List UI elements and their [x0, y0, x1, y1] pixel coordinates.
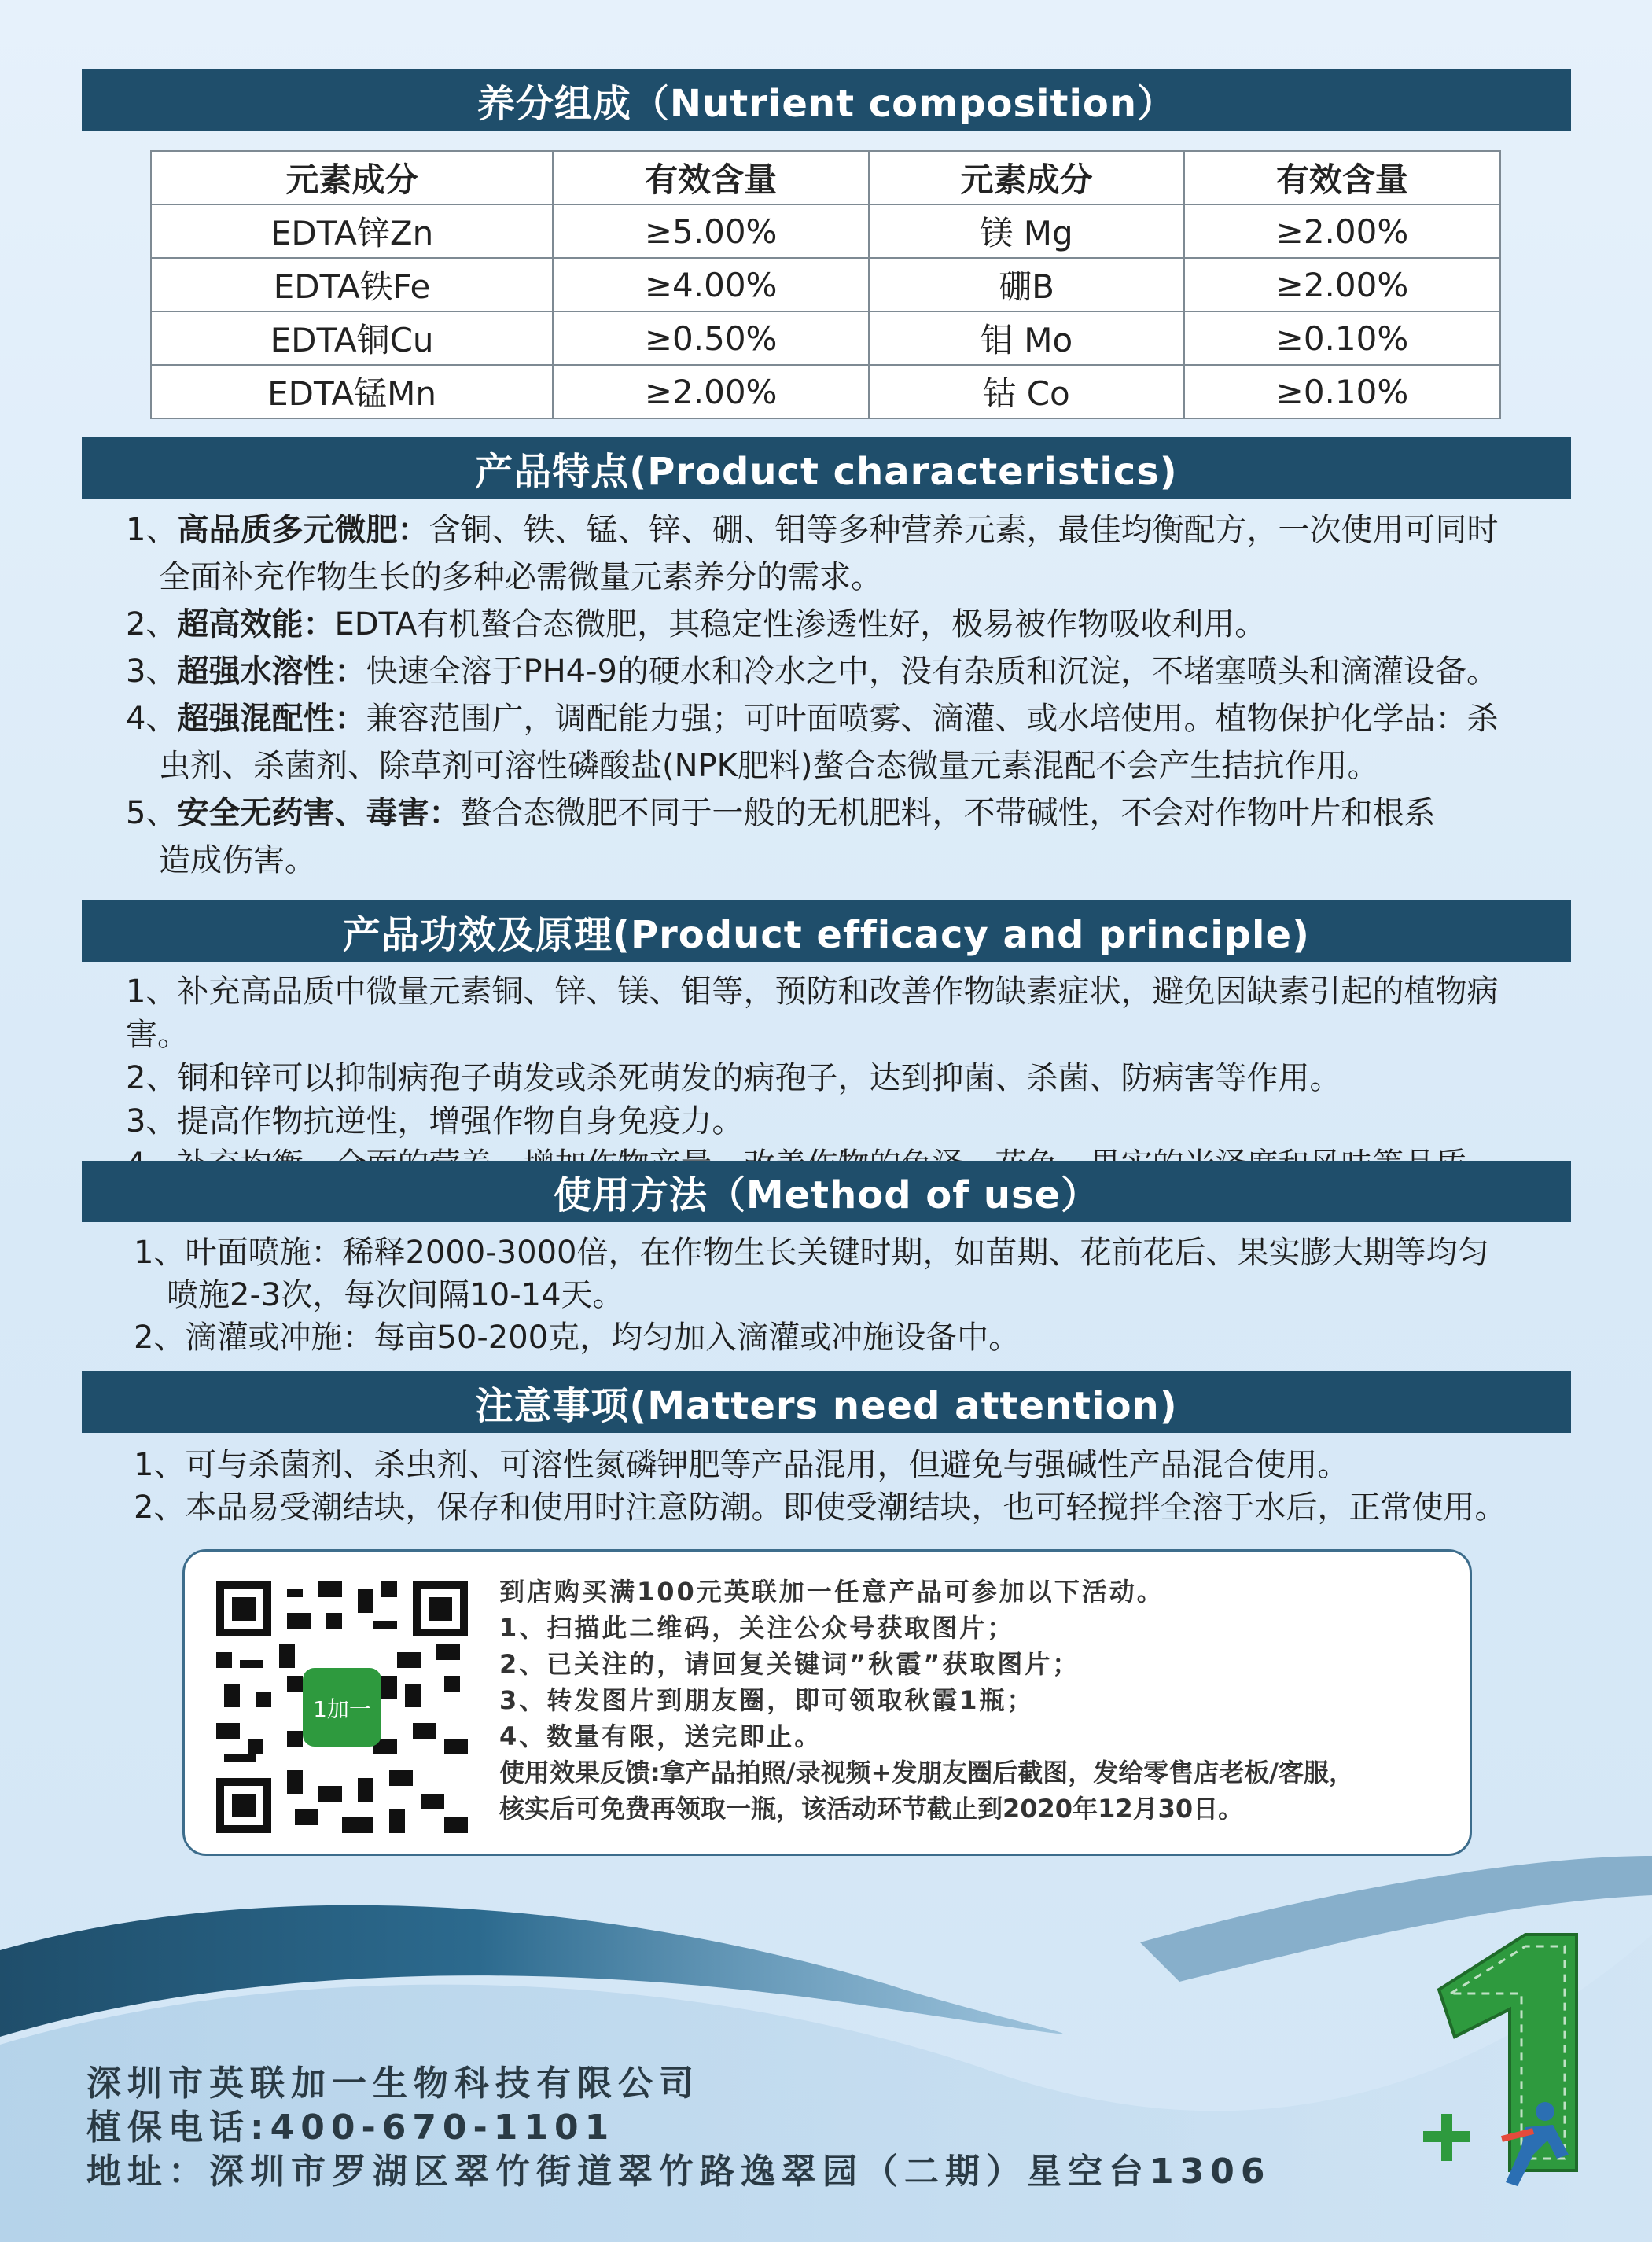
item-heading: 超强水溶性：	[177, 653, 366, 690]
table-cell: 硼B	[869, 258, 1184, 311]
section-title-nutrient: 养分组成（Nutrient composition）	[82, 69, 1571, 131]
item-heading: 安全无药害、毒害：	[177, 795, 461, 831]
item-text: EDTA有机螯合态微肥，其稳定性渗透性好，极易被作物吸收利用。	[334, 606, 1267, 642]
table-row	[151, 365, 1500, 418]
table-header-row	[151, 151, 1500, 204]
list-item	[126, 695, 1557, 742]
promo-text	[499, 1574, 1451, 1827]
promo-line: 2、已关注的，请回复关键词”秋霞”获取图片；	[499, 1649, 1080, 1679]
list-item	[126, 601, 1557, 648]
table-cell: ≥0.50%	[553, 311, 869, 365]
characteristics-list	[126, 506, 1557, 884]
item-text: 含铜、铁、锰、锌、硼、钼等多种营养元素，最佳均衡配方，一次使用可同时	[429, 512, 1499, 548]
table-header: 有效含量	[1184, 151, 1500, 204]
company-name: 深圳市英联加一生物科技有限公司	[86, 2063, 700, 2104]
list-item-continuation: 全面补充作物生长的多种必需微量元素养分的需求。	[159, 559, 882, 595]
list-item-continuation: 虫剂、杀菌剂、除草剂可溶性磷酸盐(NPK肥料)螯合态微量元素混配不会产生拮抗作用。	[159, 748, 1379, 784]
footer-contact	[86, 2062, 1271, 2194]
efficacy-list	[126, 970, 1557, 1187]
table-cell: EDTA锌Zn	[151, 204, 553, 258]
table-cell: 钴 Co	[869, 365, 1184, 418]
table-cell: ≥2.00%	[553, 365, 869, 418]
section-title-characteristics: 产品特点(Product characteristics)	[82, 437, 1571, 499]
table-header: 元素成分	[151, 151, 553, 204]
qr-center-logo: 1加一	[313, 1696, 371, 1722]
table-header: 有效含量	[553, 151, 869, 204]
promo-line: 1、扫描此二维码，关注公众号获取图片；	[499, 1613, 1015, 1643]
table-cell: EDTA锰Mn	[151, 365, 553, 418]
item-number: 3、	[126, 653, 178, 690]
section-title-efficacy: 产品功效及原理(Product efficacy and principle)	[82, 900, 1571, 962]
table-row	[151, 204, 1500, 258]
table-cell: ≥4.00%	[553, 258, 869, 311]
item-number: 5、	[126, 795, 178, 831]
item-number: 1、	[126, 512, 178, 548]
list-item: 1、可与杀菌剂、杀虫剂、可溶性氮磷钾肥等产品混用，但避免与强碱性产品混合使用。	[134, 1447, 1349, 1483]
item-text: 快速全溶于PH4-9的硬水和冷水之中，没有杂质和沉淀，不堵塞喷头和滴灌设备。	[366, 653, 1498, 690]
table-cell: ≥0.10%	[1184, 311, 1500, 365]
table-cell: 钼 Mo	[869, 311, 1184, 365]
item-heading: 超高效能：	[177, 606, 335, 642]
list-item: 2、滴灌或冲施：每亩50-200克，均匀加入滴灌或冲施设备中。	[134, 1320, 1021, 1356]
list-item	[126, 506, 1557, 554]
table-row	[151, 258, 1500, 311]
table-cell: ≥2.00%	[1184, 258, 1500, 311]
brand-one-logo	[1407, 1919, 1596, 2194]
table-header: 元素成分	[869, 151, 1184, 204]
table-cell: ≥5.00%	[553, 204, 869, 258]
table-cell: EDTA铁Fe	[151, 258, 553, 311]
promo-line: 3、转发图片到朋友圈，即可领取秋霞1瓶；	[499, 1685, 1035, 1715]
promo-line: 核实后可免费再领取一瓶，该活动环节截止到2020年12月30日。	[499, 1794, 1244, 1824]
item-heading: 高品质多元微肥：	[177, 512, 429, 548]
promo-line: 使用效果反馈:拿产品拍照/录视频+发朋友圈后截图，发给零售店老板/客服，	[499, 1758, 1354, 1787]
promo-line: 4、数量有限，送完即止。	[499, 1721, 822, 1751]
address: 地址：深圳市罗湖区翠竹街道翠竹路逸翠园（二期）星空台1306	[86, 2152, 1271, 2192]
attention-list	[134, 1444, 1565, 1529]
list-item-continuation: 喷施2-3次，每次间隔10-14天。	[167, 1277, 624, 1313]
item-number: 4、	[126, 701, 178, 737]
list-item: 1、补充高品质中微量元素铜、锌、镁、钼等，预防和改善作物缺素症状，避免因缺素引起的植物病害。	[126, 974, 1499, 1053]
item-heading: 超强混配性：	[177, 701, 366, 737]
table-cell: ≥2.00%	[1184, 204, 1500, 258]
nutrient-table	[150, 150, 1501, 419]
table-cell: 镁 Mg	[869, 204, 1184, 258]
list-item: 1、叶面喷施：稀释2000-3000倍，在作物生长关键时期，如苗期、花前花后、果实膨大期等均匀	[134, 1235, 1489, 1271]
phone-number: 植保电话:400-670-1101	[86, 2108, 616, 2148]
list-item	[126, 648, 1557, 695]
item-text: 兼容范围广，调配能力强；可叶面喷雾、滴灌、或水培使用。植物保护化学品：杀	[366, 701, 1499, 737]
item-text: 螯合态微肥不同于一般的无机肥料，不带碱性，不会对作物叶片和根系	[460, 795, 1436, 831]
list-item: 2、铜和锌可以抑制病孢子萌发或杀死萌发的病孢子，达到抑菌、杀菌、防病害等作用。	[126, 1060, 1341, 1096]
list-item: 3、提高作物抗逆性，增强作物自身免疫力。	[126, 1103, 744, 1139]
table-cell: ≥0.10%	[1184, 365, 1500, 418]
qr-code-icon[interactable]	[216, 1581, 468, 1833]
method-list	[134, 1231, 1565, 1359]
list-item	[126, 790, 1557, 837]
table-cell: EDTA铜Cu	[151, 311, 553, 365]
list-item: 2、本品易受潮结块，保存和使用时注意防潮。即使受潮结块，也可轻搅拌全溶于水后，正常使用。	[134, 1489, 1507, 1526]
section-title-attention: 注意事项(Matters need attention)	[82, 1371, 1571, 1433]
item-number: 2、	[126, 606, 178, 642]
promo-line: 到店购买满100元英联加一任意产品可参加以下活动。	[499, 1577, 1164, 1607]
list-item-continuation: 造成伤害。	[159, 842, 316, 878]
table-row	[151, 311, 1500, 365]
promo-card	[182, 1549, 1472, 1856]
section-title-method: 使用方法（Method of use）	[82, 1161, 1571, 1222]
